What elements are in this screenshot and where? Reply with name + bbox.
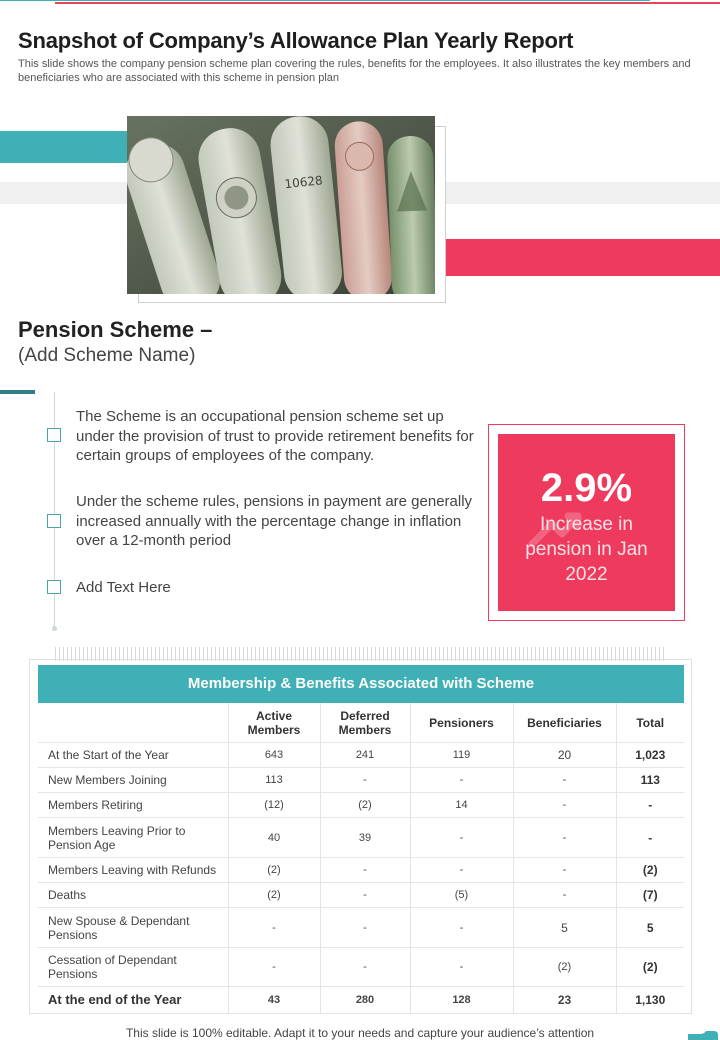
cell-active: - xyxy=(228,908,320,948)
cell-active: 643 xyxy=(228,743,320,768)
row-label: Members Retiring xyxy=(38,793,228,818)
cell-total: (7) xyxy=(616,883,684,908)
table-row xyxy=(38,883,684,908)
cell-pensioners: - xyxy=(410,948,513,987)
table-row xyxy=(38,818,684,858)
cell-active: - xyxy=(228,948,320,987)
cell-total: - xyxy=(616,793,684,818)
cell-total: 1,130 xyxy=(616,987,684,1014)
top-accent-line-red xyxy=(55,2,720,4)
cell-beneficiaries: - xyxy=(513,883,616,908)
top-accent-line-teal xyxy=(0,0,650,1)
checkbox-square-icon xyxy=(47,580,61,594)
row-label: At the Start of the Year xyxy=(38,743,228,768)
cell-total: (2) xyxy=(616,948,684,987)
row-label: Members Leaving Prior to Pension Age xyxy=(38,818,228,858)
table-header-row xyxy=(38,703,684,743)
cell-active: (12) xyxy=(228,793,320,818)
membership-table xyxy=(38,703,684,1014)
cell-active: 40 xyxy=(228,818,320,858)
cell-total: 1,023 xyxy=(616,743,684,768)
table-row xyxy=(38,948,684,987)
cell-pensioners: - xyxy=(410,908,513,948)
column-header-pensioners: Pensioners xyxy=(410,703,513,743)
table-title: Membership & Benefits Associated with Scheme xyxy=(38,665,684,703)
row-label: Cessation of Dependant Pensions xyxy=(38,948,228,987)
row-label: At the end of the Year xyxy=(38,987,228,1014)
cell-beneficiaries: - xyxy=(513,768,616,793)
bullet-text-1: The Scheme is an occupational pension scheme set up under the provision of trust to provide retirement benefits for certain groups of employees of the company. xyxy=(76,408,474,464)
cell-total: 113 xyxy=(616,768,684,793)
column-header-deferred: Deferred Members xyxy=(320,703,410,743)
timeline-end-dot xyxy=(52,626,57,631)
cell-deferred: 241 xyxy=(320,743,410,768)
decor-band-red xyxy=(430,239,720,276)
cell-active: (2) xyxy=(228,883,320,908)
table-row xyxy=(38,743,684,768)
cell-total: - xyxy=(616,818,684,858)
cell-beneficiaries: - xyxy=(513,858,616,883)
column-header-beneficiaries: Beneficiaries xyxy=(513,703,616,743)
decor-band-teal xyxy=(0,131,140,163)
cell-pensioners: - xyxy=(410,818,513,858)
cell-pensioners: (5) xyxy=(410,883,513,908)
stat-value: 2.9% xyxy=(540,466,633,510)
column-header-label xyxy=(38,703,228,743)
cell-deferred: - xyxy=(320,948,410,987)
cell-total: (2) xyxy=(616,858,684,883)
table-row-final xyxy=(38,987,684,1014)
table-row xyxy=(38,858,684,883)
cell-active: (2) xyxy=(228,858,320,883)
footer-note: This slide is 100% editable. Adapt it to your needs and capture your audience’s attention xyxy=(125,1026,595,1040)
scheme-title: Pension Scheme – xyxy=(18,317,213,342)
cell-total: 5 xyxy=(616,908,684,948)
checkbox-square-icon xyxy=(47,514,61,528)
scheme-name-placeholder: (Add Scheme Name) xyxy=(18,345,196,366)
table-row xyxy=(38,793,684,818)
cell-deferred: - xyxy=(320,768,410,793)
accent-bar xyxy=(0,390,35,394)
cell-beneficiaries: 5 xyxy=(513,908,616,948)
cell-active: 43 xyxy=(228,987,320,1014)
stat-card xyxy=(498,434,675,611)
cell-deferred: 280 xyxy=(320,987,410,1014)
checkbox-square-icon xyxy=(47,428,61,442)
cell-pensioners: 128 xyxy=(410,987,513,1014)
cell-beneficiaries: - xyxy=(513,793,616,818)
cell-deferred: 39 xyxy=(320,818,410,858)
row-label: Deaths xyxy=(38,883,228,908)
cell-pensioners: - xyxy=(410,858,513,883)
money-rolls-photo xyxy=(127,116,435,294)
row-label: Members Leaving with Refunds xyxy=(38,858,228,883)
table-row xyxy=(38,908,684,948)
page-title: Snapshot of Company’s Allowance Plan Yearly Report xyxy=(18,28,574,53)
cell-pensioners: - xyxy=(410,768,513,793)
svg-text:10628: 10628 xyxy=(283,173,324,192)
column-header-total: Total xyxy=(616,703,684,743)
hand-icon xyxy=(688,1028,718,1040)
cell-beneficiaries: (2) xyxy=(513,948,616,987)
cell-deferred: - xyxy=(320,883,410,908)
cell-deferred: - xyxy=(320,908,410,948)
stat-description: Increase in pension in Jan 2022 xyxy=(525,514,648,585)
table-row xyxy=(38,768,684,793)
row-label: New Members Joining xyxy=(38,768,228,793)
column-header-active: Active Members xyxy=(228,703,320,743)
cell-beneficiaries: 20 xyxy=(513,743,616,768)
bullet-text-2: Under the scheme rules, pensions in payment are generally increased annually with the percentage change in inflation over a 12-month period xyxy=(76,493,473,549)
cell-beneficiaries: 23 xyxy=(513,987,616,1014)
cell-active: 113 xyxy=(228,768,320,793)
cell-deferred: - xyxy=(320,858,410,883)
bullet-text-3: Add Text Here xyxy=(76,579,171,596)
row-label: New Spouse & Dependant Pensions xyxy=(38,908,228,948)
page-subtitle: This slide shows the company pension scheme plan covering the rules, benefits for the employees. It also illustrates the key members and beneficiaries who are associated with this scheme in pension plan xyxy=(18,58,691,84)
cell-beneficiaries: - xyxy=(513,818,616,858)
cell-pensioners: 119 xyxy=(410,743,513,768)
cell-deferred: (2) xyxy=(320,793,410,818)
cell-pensioners: 14 xyxy=(410,793,513,818)
